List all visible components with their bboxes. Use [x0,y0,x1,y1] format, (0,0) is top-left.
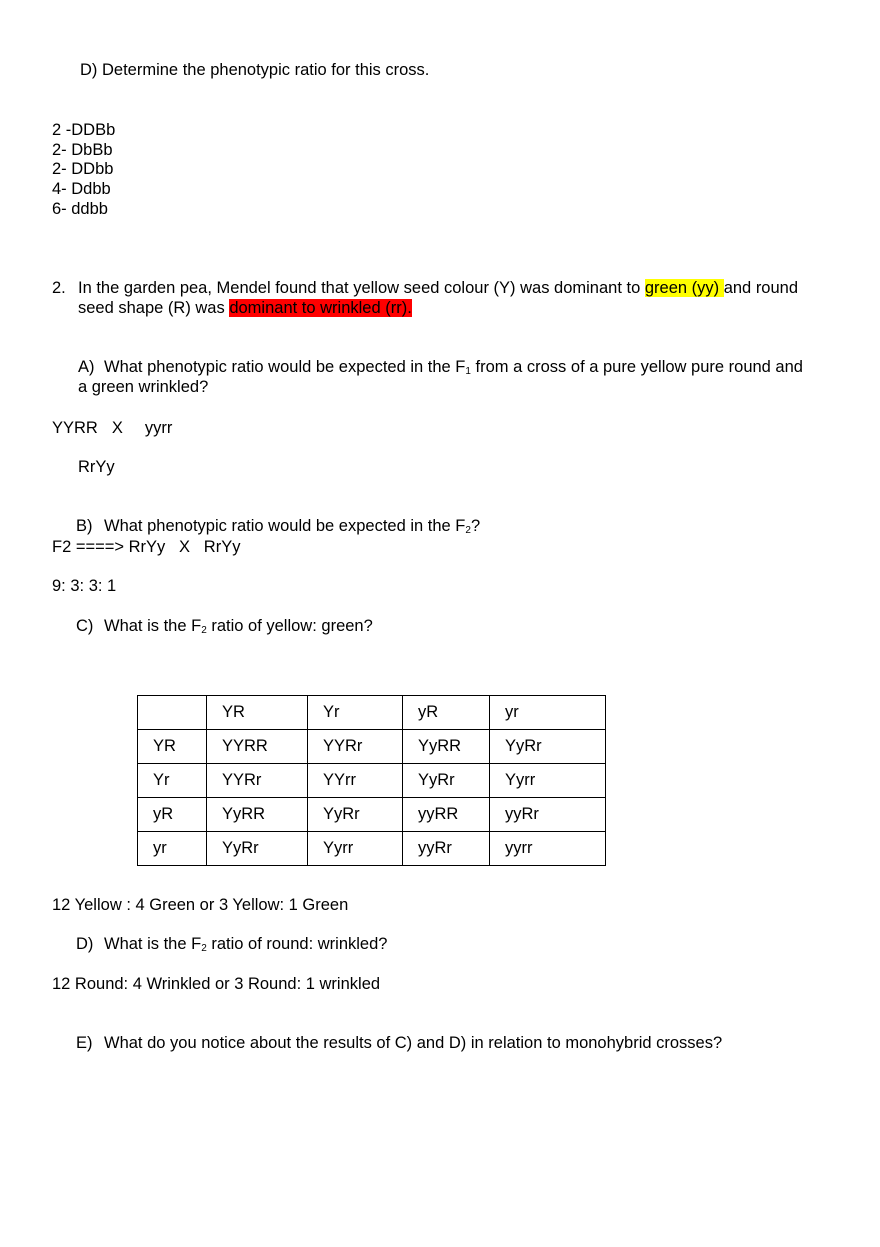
table-cell: YyRr [207,832,308,866]
f2-cross: F2 ====> RrYy X RrYy [52,538,241,556]
table-row [138,832,606,866]
qc-subscript: 2 [201,625,207,636]
question-d-label: D) [76,935,94,953]
table-row-header: Yr [138,764,207,798]
table-row-header: yR [138,798,207,832]
question-d-text [104,934,387,954]
cross-right: yyrr [144,419,173,437]
question-2-line1 [78,278,798,298]
qd-text-post: ratio of round: wrinkled? [206,935,388,953]
table-header-cell: Yr [308,696,403,730]
question-e-label: E) [76,1034,93,1052]
list-item: 2 -DDBb [52,121,116,139]
qd-text: What is the F [104,935,202,953]
list-item: 2- DDbb [52,160,114,178]
answer-c: 12 Yellow : 4 Green or 3 Yellow: 1 Green [52,896,349,914]
list-item: 2- DbBb [52,141,113,159]
qc-text: What is the F [104,617,202,635]
table-cell: yyRr [403,832,490,866]
qd-subscript: 2 [201,943,207,954]
table-header-cell: yR [403,696,490,730]
question-b-label: B) [76,517,93,535]
qc-text-post: ratio of yellow: green? [206,617,373,635]
answer-d: 12 Round: 4 Wrinkled or 3 Round: 1 wrinkled [52,975,381,993]
q2-line1-text: In the garden pea, Mendel found that yellow seed colour (Y) was dominant to [78,279,645,297]
list-item: 6- ddbb [52,200,108,218]
table-cell: YyRr [490,730,606,764]
question-2-number: 2. [52,279,66,297]
table-header-cell: YR [207,696,308,730]
table-cell: yyRr [490,798,606,832]
table-cell: YyRr [308,798,403,832]
qa-text: What phenotypic ratio would be expected in the F [104,358,466,376]
table-cell: yyrr [490,832,606,866]
table-cell: YyRr [403,764,490,798]
punnett-square [137,695,606,866]
highlight-yellow: green (yy) [644,279,724,297]
question-d-previous: D) Determine the phenotypic ratio for this cross. [80,61,430,79]
f1-genotype: RrYy [78,458,115,476]
qb-subscript: 2 [465,525,471,536]
question-a-line2: a green wrinkled? [78,378,209,396]
question-c-text [104,616,373,636]
qb-text: What phenotypic ratio would be expected in the F [104,517,466,535]
table-row [138,730,606,764]
table-cell: YyRR [207,798,308,832]
table-cell: YYrr [308,764,403,798]
q2-line1-post: and round [723,279,799,297]
question-c-label: C) [76,617,94,635]
table-header-cell: yr [490,696,606,730]
table-cell: YYRR [207,730,308,764]
table-cell: YYRr [207,764,308,798]
cross-x: X [111,419,123,437]
table-cell: yyRR [403,798,490,832]
question-a-line1 [104,357,803,377]
table-cell [138,696,207,730]
question-e-text: What do you notice about the results of C) and D) in relation to monohybrid crosses? [104,1034,723,1052]
q2-line2-text: seed shape (R) was [78,299,230,317]
table-header-row [138,696,606,730]
table-row [138,764,606,798]
question-2-line2 [78,298,412,318]
table-cell: YyRR [403,730,490,764]
cross-left: YYRR [52,419,98,437]
question-a-label: A) [78,358,95,376]
highlight-red: dominant to wrinkled (rr). [229,299,412,317]
table-row [138,798,606,832]
f2-ratio: 9: 3: 3: 1 [52,577,117,595]
table-cell: YYRr [308,730,403,764]
cross-line [52,418,172,438]
qb-text-post: ? [470,517,481,535]
question-b-text [104,516,480,536]
table-cell: Yyrr [490,764,606,798]
qa-subscript: 1 [465,366,471,377]
table-row-header: yr [138,832,207,866]
table-cell: Yyrr [308,832,403,866]
qa-text-post: from a cross of a pure yellow pure round and [470,358,803,376]
list-item: 4- Ddbb [52,180,111,198]
table-row-header: YR [138,730,207,764]
